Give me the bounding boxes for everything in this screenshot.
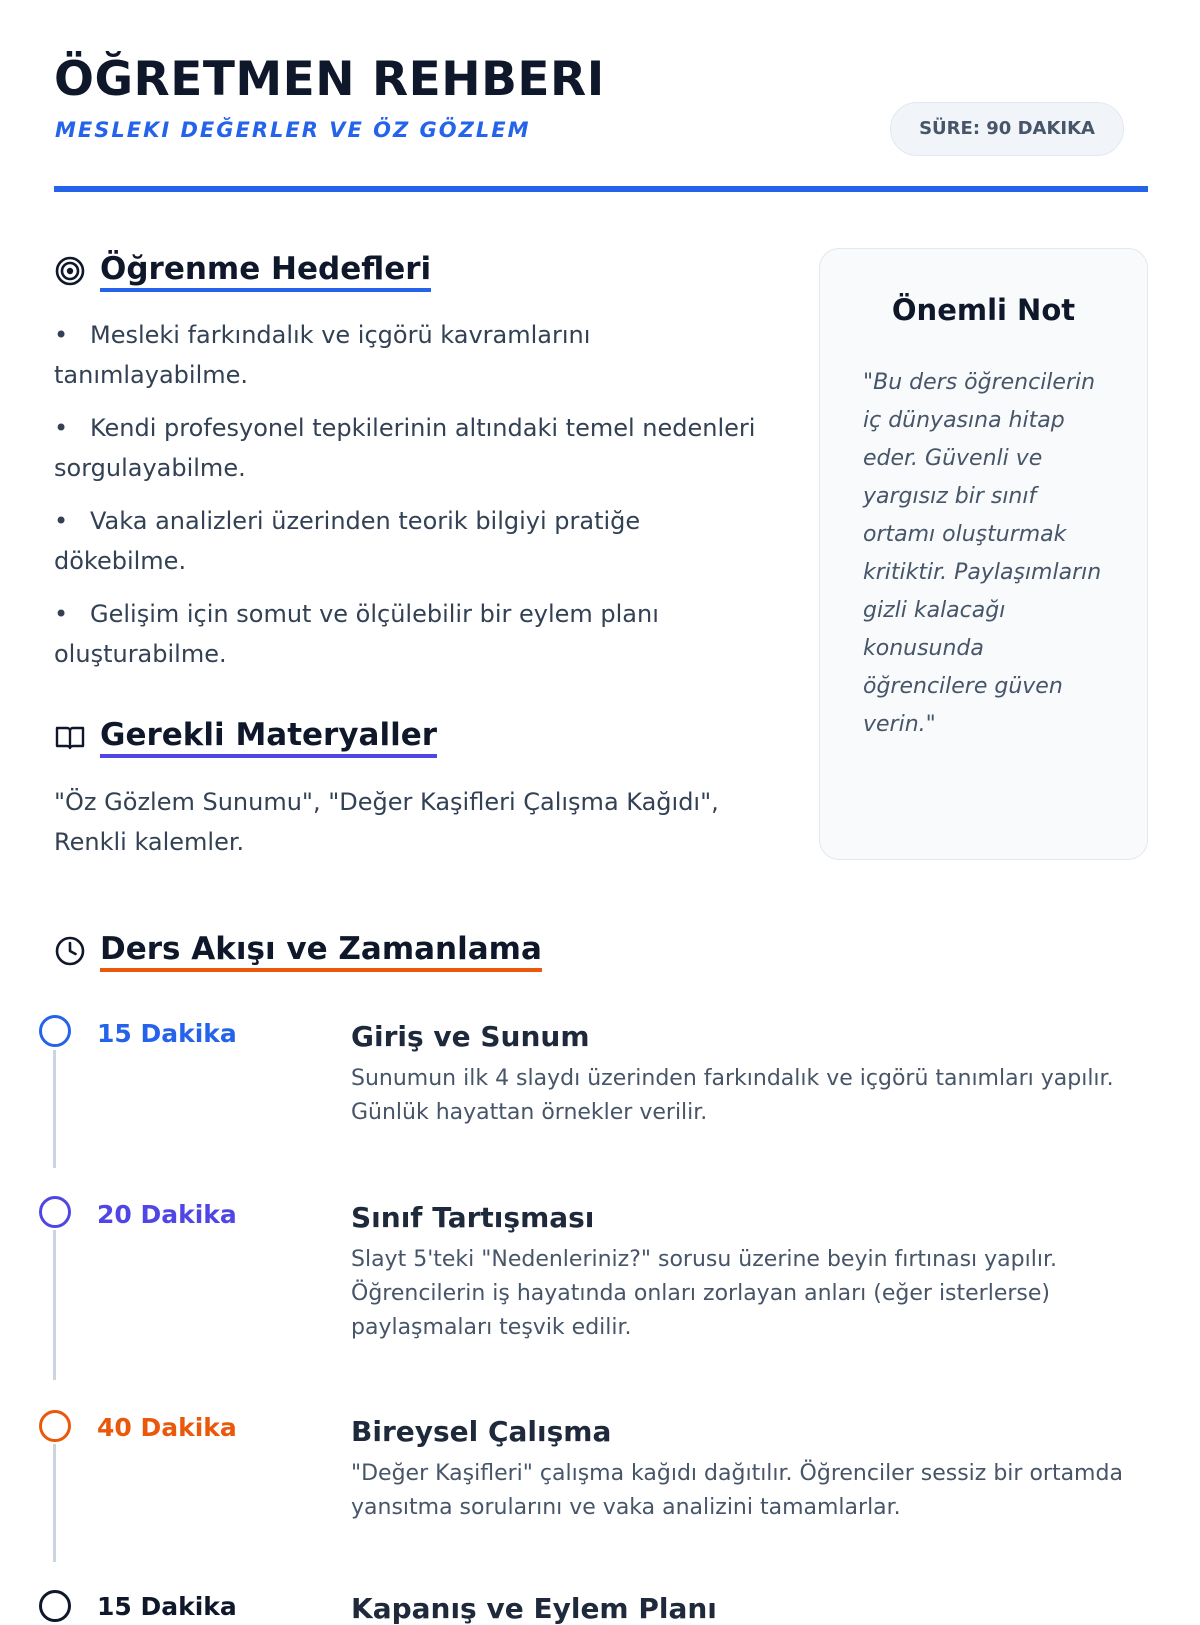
flow-title: Ders Akışı ve Zamanlama [100, 930, 542, 972]
step-description: "Değer Kaşifleri" çalışma kağıdı dağıtılır. Öğrenciler sessiz bir ortamda yansıtma sorularını ve vaka analizini tamamlarlar. [351, 1461, 1123, 1520]
step-title: Giriş ve Sunum [351, 1020, 590, 1053]
step-duration: 20 Dakika [97, 1200, 237, 1229]
note-text: "Bu ders öğrencilerin iç dünyasına hitap eder. Güvenli ve yargısız bir sınıf ortamı oluşturmak kritiktir. Paylaşımların gizli kalacağı konusunda öğrencilere güven verin." [863, 370, 1102, 737]
list-item: • Vaka analizleri üzerinden teorik bilgiyi pratiğe dökebilme. [54, 507, 641, 575]
step-duration: 15 Dakika [97, 1019, 237, 1048]
step-duration: 15 Dakika [97, 1592, 237, 1621]
page-subtitle: MESLEKI DEĞERLER VE ÖZ GÖZLEM [55, 118, 531, 142]
objective-text: Mesleki farkındalık ve içgörü kavramlarını tanımlayabilme. [54, 321, 591, 389]
timeline-connector [53, 1444, 56, 1562]
materials-text: "Öz Gözlem Sunumu", "Değer Kaşifleri Çalışma Kağıdı", Renkli kalemler. [54, 788, 719, 856]
objective-text: Gelişim için somut ve ölçülebilir bir eylem planı oluşturabilme. [54, 600, 659, 668]
step-description: Sunumun ilk 4 slaydı üzerinden farkındalık ve içgörü tanımları yapılır. Günlük hayattan örnekler verilir. [351, 1066, 1114, 1125]
list-item: • Gelişim için somut ve ölçülebilir bir eylem planı oluşturabilme. [54, 600, 659, 668]
timeline-dot [39, 1590, 71, 1622]
step-title: Sınıf Tartışması [351, 1201, 595, 1234]
step-title: Kapanış ve Eylem Planı [351, 1592, 717, 1625]
step-duration: 40 Dakika [97, 1413, 237, 1442]
objective-text: Vaka analizleri üzerinden teorik bilgiyi pratiğe dökebilme. [54, 507, 641, 575]
page-title: ÖĞRETMEN REHBERI [54, 52, 605, 107]
list-item: • Mesleki farkındalık ve içgörü kavramlarını tanımlayabilme. [54, 321, 591, 389]
timeline-dot [39, 1015, 71, 1047]
list-item: • Kendi profesyonel tepkilerinin altındaki temel nedenleri sorgulayabilme. [54, 414, 756, 482]
step-description: Slayt 5'teki "Nedenleriniz?" sorusu üzerine beyin fırtınası yapılır. Öğrencilerin iş hayatında onları zorlayan anları (eğer isterlerse) paylaşmaları teşvik edilir. [351, 1247, 1057, 1340]
timeline-dot [39, 1410, 71, 1442]
objective-text: Kendi profesyonel tepkilerinin altındaki temel nedenleri sorgulayabilme. [54, 414, 756, 482]
timeline-dot [39, 1196, 71, 1228]
timeline-connector [53, 1050, 56, 1168]
note-title: Önemli Not [891, 293, 1076, 327]
materials-title: Gerekli Materyaller [100, 716, 437, 758]
objectives-title: Öğrenme Hedefleri [100, 250, 431, 292]
step-title: Bireysel Çalışma [351, 1415, 612, 1448]
timeline-connector [53, 1230, 56, 1380]
duration-badge: SÜRE: 90 DAKIKA [890, 102, 1124, 156]
